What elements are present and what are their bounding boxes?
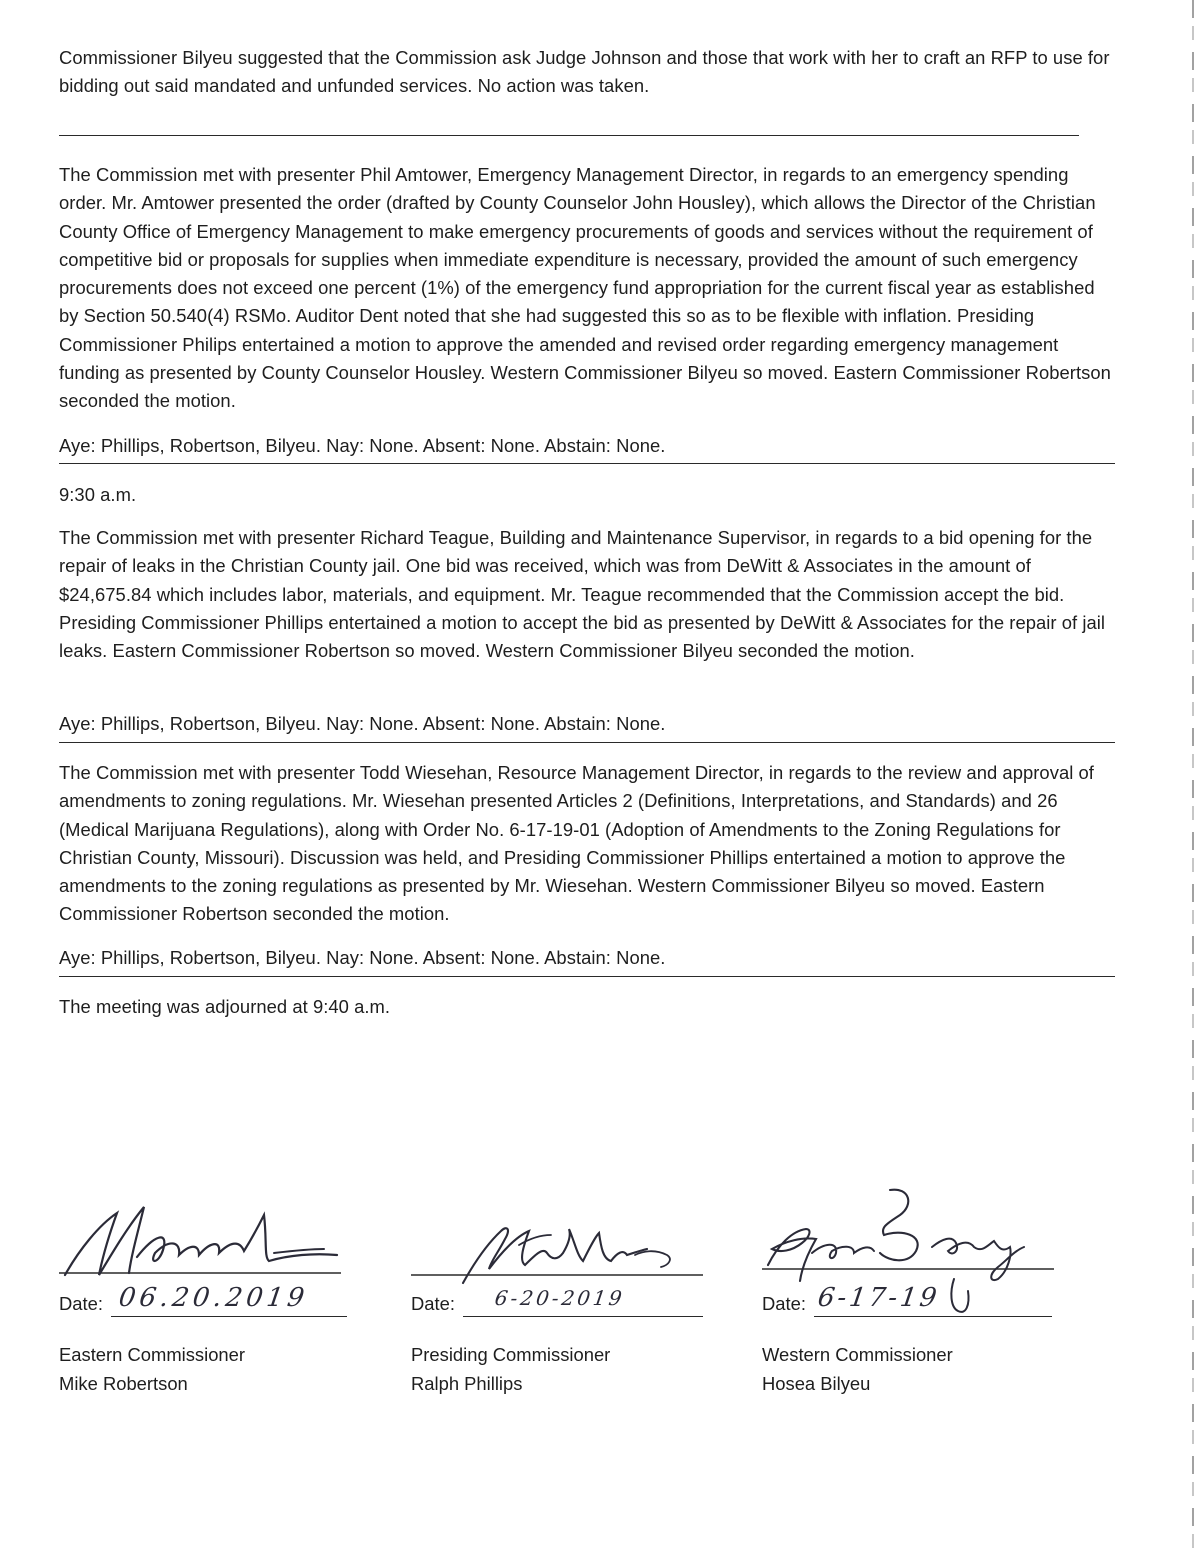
section-divider [59, 742, 1115, 743]
date-label: Date: [411, 1293, 455, 1314]
section-divider [59, 976, 1115, 977]
signer-title-western: Western Commissioner [762, 1344, 953, 1365]
paragraph-zoning-amendments: The Commission met with presenter Todd Wiesehan, Resource Management Director, in regards to the review and approval of amendments to zoning regulations. Mr. Wiesehan presented Articles 2 (Definitions, Interpretations, and Standards) and 26 (Medical Marijuana Regulations), along with Order No. 6-17-19-01 (Adoption of Amendments to the Zoning Regulations for Christian County, Missouri). Discussion was held, and Presiding Commissioner Phillips entertained a motion to approve the amendments to the zoning regulations as presented by Mr. Wiesehan. Western Commissioner Bilyeu so moved. Eastern Commissioner Robertson seconded the motion. [59, 762, 1094, 925]
paragraph-rfp-suggestion: Commissioner Bilyeu suggested that the Commission ask Judge Johnson and those that work with her to craft an RFP to use for bidding out said mandated and unfunded services. No action was taken. [59, 47, 1110, 97]
vote-line-emergency-order: Aye: Phillips, Robertson, Bilyeu. Nay: None. Absent: None. Abstain: None. [59, 435, 666, 456]
date-row-western [762, 1283, 1054, 1321]
date-line [463, 1316, 703, 1317]
adjournment-note: The meeting was adjourned at 9:40 a.m. [59, 996, 391, 1017]
signer-title-presiding: Presiding Commissioner [411, 1344, 611, 1365]
handwritten-loop-mark [948, 1277, 974, 1317]
signer-name-eastern: Mike Robertson [59, 1373, 188, 1394]
signature-block-western [762, 1195, 1062, 1405]
date-line [814, 1316, 1052, 1317]
vote-line-zoning: Aye: Phillips, Robertson, Bilyeu. Nay: None. Absent: None. Abstain: None. [59, 947, 666, 968]
signer-name-western: Hosea Bilyeu [762, 1373, 871, 1394]
vote-line-jail-bid: Aye: Phillips, Robertson, Bilyeu. Nay: None. Absent: None. Abstain: None. [59, 713, 666, 734]
handwritten-signature-eastern [59, 1195, 359, 1285]
handwritten-date-eastern: 06.20.2019 [116, 1283, 310, 1313]
date-label: Date: [762, 1293, 806, 1314]
paragraph-emergency-spending: The Commission met with presenter Phil Amtower, Emergency Management Director, in regards to an emergency spending order. Mr. Amtower presented the order (drafted by County Counselor John Housley), which allows the Director of the Christian County Office of Emergency Management to make emergency procurements of goods and services without the requirement of competitive bid or proposals for supplies when immediate expenditure is necessary, provided the amount of such emergency procurements does not exceed one percent (1%) of the emergency fund appropriation for the current fiscal year as established by Section 50.540(4) RSMo. Auditor Dent noted that she had suggested this so as to be flexible with inflation. Presiding Commissioner Philips entertained a motion to approve the amended and revised order regarding emergency management funding as presented by County Counselor Housley. Western Commissioner Bilyeu so moved. Eastern Commissioner Robertson seconded the motion. [59, 164, 1111, 412]
signature-block-presiding [411, 1195, 711, 1405]
date-row-eastern [59, 1283, 349, 1321]
signature-block-eastern [59, 1195, 359, 1405]
date-row-presiding [411, 1287, 703, 1321]
signer-title-eastern: Eastern Commissioner [59, 1344, 246, 1365]
date-label: Date: [59, 1293, 103, 1314]
handwritten-signature-western [762, 1195, 1062, 1285]
date-line [111, 1316, 347, 1317]
section-divider [59, 135, 1079, 136]
paragraph-jail-leaks-bid: The Commission met with presenter Richard Teague, Building and Maintenance Supervisor, in regards to a bid opening for the repair of leaks in the Christian County jail. One bid was received, which was from DeWitt & Associates in the amount of $24,675.84 which includes labor, materials, and equipment. Mr. Teague recommended that the Commission accept the bid. Presiding Commissioner Phillips entertained a motion to accept the bid as presented by DeWitt & Associates for the repair of jail leaks. Eastern Commissioner Robertson so moved. Western Commissioner Bilyeu seconded the motion. [59, 527, 1106, 662]
scan-edge-artifact [1192, 0, 1194, 1551]
handwritten-date-presiding: 6-20-2019 [493, 1286, 627, 1310]
section-divider [59, 463, 1115, 464]
handwritten-date-western: 6-17-19 [815, 1283, 942, 1313]
time-stamp: 9:30 a.m. [59, 484, 137, 505]
handwritten-signature-presiding [411, 1195, 711, 1285]
signer-name-presiding: Ralph Phillips [411, 1373, 523, 1394]
